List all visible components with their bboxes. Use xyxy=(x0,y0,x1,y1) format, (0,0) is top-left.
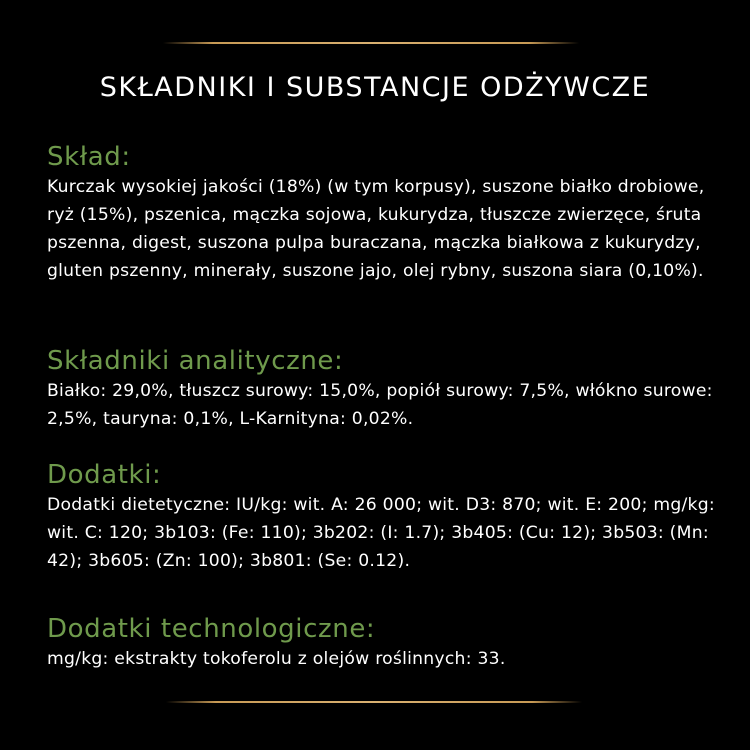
section-heading-dodatki-technologiczne: Dodatki technologiczne: xyxy=(47,614,376,644)
section-heading-skladniki-analityczne: Składniki analityczne: xyxy=(47,346,344,376)
section-sklad xyxy=(47,141,717,285)
section-text-dodatki: Dodatki dietetyczne: IU/kg: wit. A: 26 000; wit. D3: 870; wit. E: 200; mg/kg: wit. C: 120; 3b103: (Fe: 110); 3b202: (I: 1.7); 3b405: (Cu: 12); 3b503: (Mn: 42); 3b605: (Zn: 100); 3b801: (Se: 0.12). xyxy=(47,495,715,571)
section-dodatki xyxy=(47,459,717,575)
section-heading-dodatki: Dodatki: xyxy=(47,460,162,490)
bottom-gold-divider xyxy=(166,701,582,703)
page-title: SKŁADNIKI I SUBSTANCJE ODŻYWCZE xyxy=(99,72,651,103)
section-text-skladniki-analityczne: Białko: 29,0%, tłuszcz surowy: 15,0%, popiół surowy: 7,5%, włókno surowe: 2,5%, tauryna: 0,1%, L-Karnityna: 0,02%. xyxy=(47,381,713,429)
section-dodatki-technologiczne xyxy=(47,613,717,673)
section-text-dodatki-technologiczne: mg/kg: ekstrakty tokoferolu z olejów roślinnych: 33. xyxy=(47,649,506,669)
section-skladniki-analityczne xyxy=(47,345,717,433)
section-text-sklad: Kurczak wysokiej jakości (18%) (w tym korpusy), suszone białko drobiowe, ryż (15%), pszenica, mączka sojowa, kukurydza, tłuszcze zwierzęce, śruta pszenna, digest, suszona pulpa buraczana, mączka białkowa z kukurydzy, gluten pszenny, minerały, suszone jajo, olej rybny, suszona siara (0,10%). xyxy=(47,177,705,281)
top-gold-divider xyxy=(163,42,579,44)
section-heading-sklad: Skład: xyxy=(47,142,131,172)
